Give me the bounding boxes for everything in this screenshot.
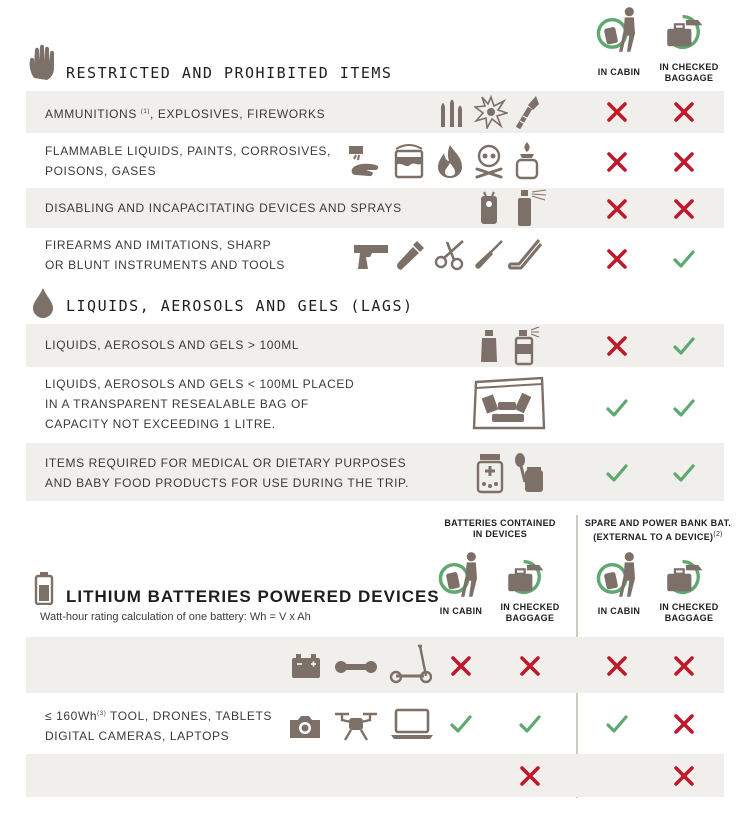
section-title-restricted: RESTRICTED AND PROHIBITED ITEMS xyxy=(66,64,393,82)
section-title-lithium: LITHIUM BATTERIES POWERED DEVICES xyxy=(66,587,440,606)
baby-food-icon xyxy=(511,452,545,494)
cross-mark xyxy=(449,654,473,678)
hand-stop-icon xyxy=(27,44,57,82)
row-text: FIREARMS AND IMITATIONS, SHARP OR BLUNT INSTRUMENTS AND TOOLS xyxy=(45,238,286,272)
cross-mark xyxy=(518,654,542,678)
check-mark xyxy=(605,461,629,485)
row-text: LIQUIDS, AEROSOLS AND GELS < 100ML PLACED IN A TRANSPARENT RESEALABLE BAG OF CAPACITY NOT EXCEEDING 1 LITRE. xyxy=(45,377,355,431)
check-mark xyxy=(672,396,696,420)
laptop-icon xyxy=(390,708,434,740)
paint-can-icon xyxy=(392,143,426,179)
cross-mark xyxy=(672,197,696,221)
cross-mark xyxy=(605,150,629,174)
skull-icon xyxy=(472,143,506,179)
aerosol-can-icon xyxy=(513,326,541,366)
stun-gun-icon xyxy=(476,190,502,226)
bullets-icon xyxy=(433,97,465,129)
check-mark xyxy=(449,712,473,736)
check-mark xyxy=(605,396,629,420)
cross-mark xyxy=(605,654,629,678)
battery-icon xyxy=(34,571,54,605)
camera-icon xyxy=(288,712,322,740)
resealable-bag-icon xyxy=(472,376,546,432)
group-head-spare: SPARE AND POWER BANK BAT. (EXTERNAL TO A DEVICE)$^{(2)}$ xyxy=(584,518,732,542)
cross-mark xyxy=(605,197,629,221)
cross-mark xyxy=(672,712,696,736)
group-head-devices: BATTERIES CONTAINED IN DEVICES xyxy=(444,518,556,539)
knife-icon xyxy=(395,238,427,272)
cross-mark xyxy=(672,100,696,124)
drop-icon xyxy=(31,287,55,319)
cross-mark xyxy=(605,100,629,124)
hockey-stick-icon xyxy=(507,238,543,272)
row-text: AMMUNITIONS $^{(1)}$, EXPLOSIVES, FIREWORKS xyxy=(45,107,326,121)
cabin-traveler-icon xyxy=(596,6,642,54)
bottle-icon xyxy=(478,328,500,364)
col-in-checked: IN CHECKED BAGGAGE xyxy=(500,602,560,623)
section-title-lags: LIQUIDS, AEROSOLS AND GELS (LAGS) xyxy=(66,297,414,315)
check-mark xyxy=(672,461,696,485)
cabin-traveler-icon xyxy=(596,551,642,599)
car-battery-icon xyxy=(290,652,322,680)
row-text: DISABLING AND INCAPACITATING DEVICES AND SPRAYS xyxy=(45,201,402,215)
drone-icon xyxy=(333,708,379,742)
row-text: ITEMS REQUIRED FOR MEDICAL OR DIETARY PURPOSES AND BABY FOOD PRODUCTS FOR USE DURING THE TRIP. xyxy=(45,456,410,490)
pepper-spray-icon xyxy=(512,188,548,228)
checked-baggage-icon xyxy=(664,555,710,599)
cross-mark xyxy=(605,247,629,271)
check-mark xyxy=(518,712,542,736)
flame-icon xyxy=(435,143,465,179)
scooter-icon xyxy=(388,644,432,684)
gas-stove-icon xyxy=(512,140,542,180)
pistol-icon xyxy=(352,241,390,271)
row-band xyxy=(26,754,724,797)
check-mark xyxy=(672,334,696,358)
col-in-cabin: IN CABIN xyxy=(439,606,483,616)
section-subtitle-lithium: Watt-hour rating calculation of one battery: Wh = V x Ah xyxy=(40,611,311,623)
screwdriver-icon xyxy=(472,238,506,272)
row-text: FLAMMABLE LIQUIDS, PAINTS, CORROSIVES, POISONS, GASES xyxy=(45,144,331,178)
col-in-cabin: IN CABIN xyxy=(597,67,641,77)
checked-baggage-icon xyxy=(505,555,551,599)
check-mark xyxy=(672,247,696,271)
checked-baggage-icon xyxy=(664,10,710,54)
cross-mark xyxy=(672,764,696,788)
cross-mark xyxy=(605,334,629,358)
explosion-icon xyxy=(474,95,508,129)
corrosive-icon xyxy=(346,143,384,181)
row-text: ≤ $160Wh^{(3)}$ TOOL, DRONES, TABLETS DIGITAL CAMERAS, LAPTOPS xyxy=(45,709,272,743)
hoverboard-icon xyxy=(334,655,378,679)
col-in-checked: IN CHECKED BAGGAGE xyxy=(659,602,719,623)
scissors-icon xyxy=(433,238,467,272)
check-mark xyxy=(605,712,629,736)
cross-mark xyxy=(518,764,542,788)
cabin-traveler-icon xyxy=(438,551,484,599)
col-in-checked: IN CHECKED BAGGAGE xyxy=(659,62,719,83)
col-in-cabin: IN CABIN xyxy=(597,606,641,616)
row-text: LIQUIDS, AEROSOLS AND GELS > 100ML xyxy=(45,338,300,352)
cross-mark xyxy=(672,150,696,174)
firework-icon xyxy=(514,94,544,130)
medicine-icon xyxy=(475,452,505,494)
cross-mark xyxy=(672,654,696,678)
